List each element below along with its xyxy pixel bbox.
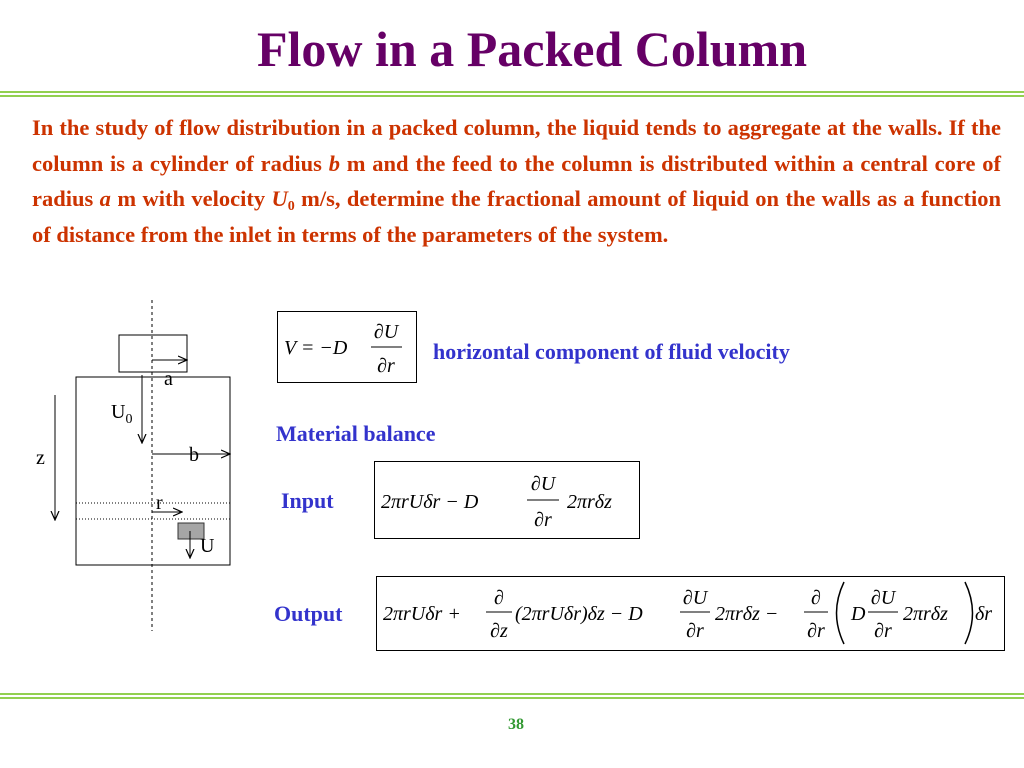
radius-b-symbol: b	[328, 150, 340, 176]
velocity-equation	[278, 312, 416, 382]
statement-part-4: m/s, determine the fractional amount of liquid on the walls as a function of distance from the inlet in terms of the parameters of the system.	[32, 186, 1001, 247]
problem-statement	[32, 110, 1001, 252]
output-frac3-den: ∂r	[807, 620, 825, 642]
output-frac3-num: ∂	[811, 587, 821, 609]
input-equation-box	[374, 461, 640, 539]
statement-part-1: In the study of flow distribution in a packed column, the liquid tends to aggregate at the walls. If the column is a cylinder of radius	[32, 115, 1001, 176]
output-frac2-num: ∂U	[682, 587, 708, 609]
bottom-rule	[0, 693, 1024, 699]
output-term-5: 2πrδz	[903, 603, 948, 625]
label-u0: $U_0$	[111, 401, 133, 427]
velocity-frac-den: ∂r	[377, 355, 395, 377]
label-a: a	[164, 368, 173, 390]
output-term-1: 2πrUδr +	[383, 603, 461, 625]
inlet-core	[119, 335, 187, 372]
input-term-1: 2πrUδr − D	[381, 491, 479, 513]
output-label: Output	[274, 601, 343, 626]
output-term-4: D	[851, 603, 866, 625]
velocity-equation-box	[277, 311, 417, 383]
velocity-subscript: 0	[287, 199, 295, 214]
statement-part-2: m and the feed to the column is distributed within a central core of radius	[32, 150, 1001, 211]
radius-a-symbol: a	[99, 186, 111, 211]
label-z: z	[36, 447, 45, 469]
material-balance-heading: Material balance	[276, 421, 436, 446]
output-term-2: (2πrUδr)δz − D	[515, 603, 643, 625]
input-frac-num: ∂U	[530, 473, 556, 495]
output-frac4-num: ∂U	[870, 587, 896, 609]
velocity-frac-num: ∂U	[373, 321, 399, 343]
velocity-lhs: V = −D	[284, 337, 348, 359]
slide-title: Flow in a Packed Column	[256, 21, 808, 77]
input-term-2: 2πrδz	[567, 491, 612, 513]
output-frac4-den: ∂r	[874, 620, 892, 642]
big-left-paren	[837, 582, 845, 644]
output-frac2-den: ∂r	[686, 620, 704, 642]
output-frac1-num: ∂	[494, 587, 504, 609]
velocity-description: horizontal component of fluid velocity	[433, 339, 790, 364]
output-term-3: 2πrδz −	[715, 603, 779, 625]
big-right-paren	[965, 582, 973, 644]
output-equation-box	[376, 576, 1005, 651]
input-label: Input	[281, 488, 334, 513]
input-frac-den: ∂r	[534, 509, 552, 531]
page-number: 38	[508, 716, 524, 733]
output-term-6: δr	[975, 603, 993, 625]
packed-column-diagram	[30, 295, 245, 640]
statement-part-3: m with velocity	[110, 186, 272, 211]
label-r: r	[156, 492, 163, 514]
label-b: b	[189, 444, 199, 466]
label-u: U	[200, 535, 215, 557]
top-rule	[0, 91, 1024, 97]
output-frac1-den: ∂z	[490, 620, 508, 642]
output-equation	[377, 577, 1004, 650]
input-equation	[375, 462, 639, 538]
velocity-symbol: U	[271, 186, 288, 211]
